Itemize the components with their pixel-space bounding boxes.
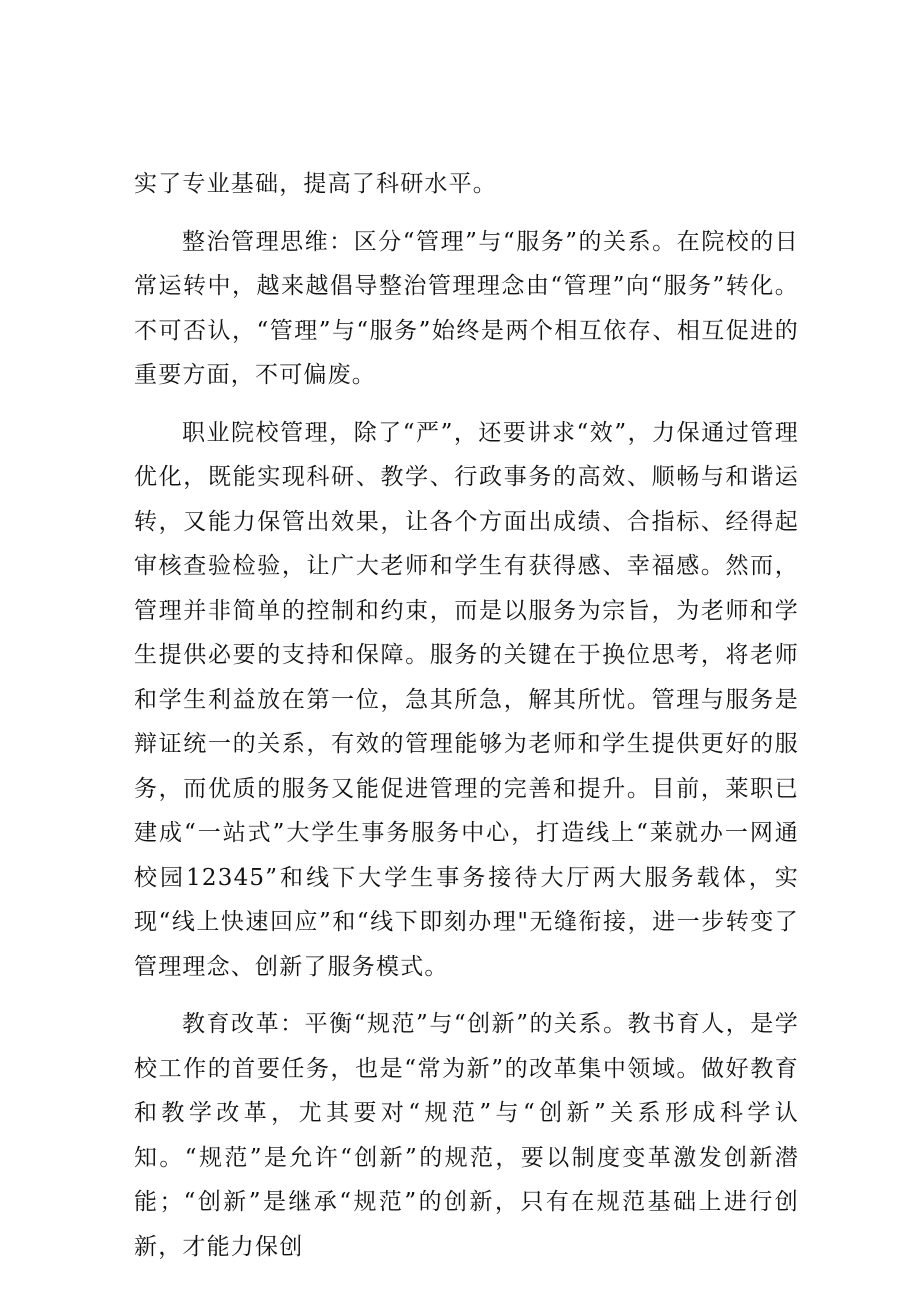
paragraph-management-thinking: 整治管理思维：区分“管理”与“服务”的关系。在院校的日常运转中，越来越倡导整治管理理念由“管理”向“服务”转化。不可否认，“管理”与“服务”始终是两个相互依存、相互促进的重要方面，不可偏废。 bbox=[134, 228, 799, 388]
document-body bbox=[134, 162, 799, 1269]
paragraph-education-reform: 教育改革：平衡“规范”与“创新”的关系。教书育人，是学校工作的首要任务，也是“常为新”的改革集中领域。做好教育和教学改革，尤其要对“规范”与“创新”关系形成科学认知。“规范”是允许“创新”的规范，要以制度变革激发创新潜能；“创新”是继承“规范”的创新，只有在规范基础上进行创新，才能力保创 bbox=[134, 1011, 799, 1260]
paragraph-vocational-management: 职业院校管理，除了“严”，还要讲求“效”，力保通过管理优化，既能实现科研、教学、行政事务的高效、顺畅与和谐运转，又能力保管出效果，让各个方面出成绩、合指标、经得起审核查验检验，让广大老师和学生有获得感、幸福感。然而，管理并非简单的控制和约束，而是以服务为宗旨，为老师和学生提供必要的支持和保障。服务的关键在于换位思考，将老师和学生利益放在第一位，急其所急，解其所忧。管理与服务是辩证统一的关系，有效的管理能够为老师和学生提供更好的服务，而优质的服务又能促进管理的完善和提升。目前，莱职已建成“一站式”大学生事务服务中心，打造线上“莱就办一网通校园12345”和线下大学生事务接待大厅两大服务载体，实现“线上快速回应”和“线下即刻办理"无缝衔接，进一步转变了管理理念、创新了服务模式。 bbox=[134, 419, 799, 980]
paragraph-continuation: 实了专业基础，提高了科研水平。 bbox=[134, 171, 497, 197]
